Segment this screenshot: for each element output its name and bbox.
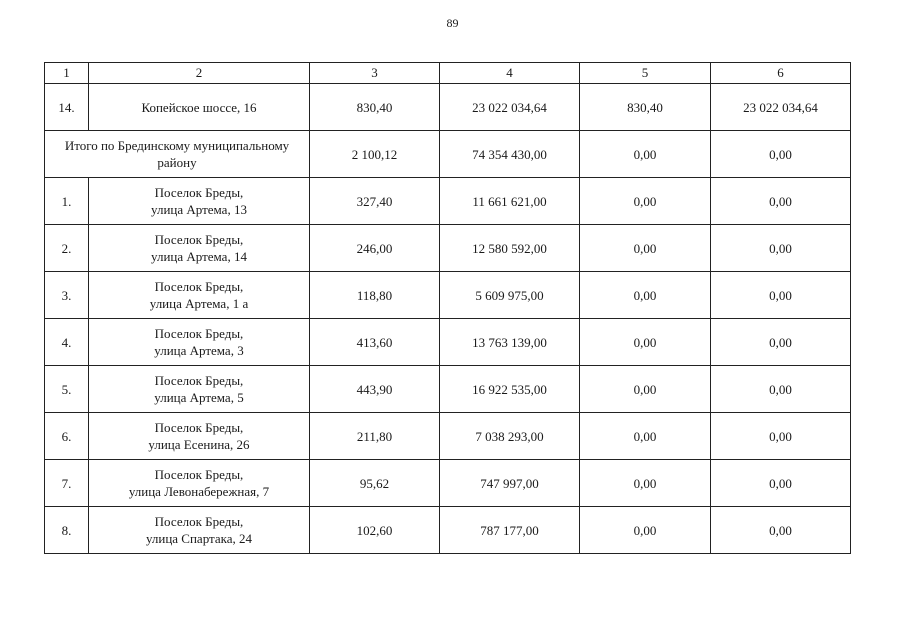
address-line: улица Есенина, 26 xyxy=(148,437,250,452)
address-line: улица Артема, 14 xyxy=(151,249,247,264)
address-line: улица Спартака, 24 xyxy=(145,531,253,546)
table-row xyxy=(45,413,851,460)
address-line: улица Артема, 3 xyxy=(154,343,244,358)
cost-cell: 11 661 621,00 xyxy=(440,178,580,225)
table-row xyxy=(45,225,851,272)
column-number-row xyxy=(45,63,851,84)
column-number-1: 1 xyxy=(45,63,89,84)
area-cell: 443,90 xyxy=(310,366,440,413)
column-number-6: 6 xyxy=(711,63,851,84)
address-cell xyxy=(89,366,310,413)
row-number-cell: 6. xyxy=(45,413,89,460)
row-number-cell: 1. xyxy=(45,178,89,225)
row-number-cell: 8. xyxy=(45,507,89,554)
area-cell: 2 100,12 xyxy=(310,131,440,178)
area-cell: 118,80 xyxy=(310,272,440,319)
address-line: улица Артема, 13 xyxy=(151,202,247,217)
table-row xyxy=(45,460,851,507)
page-number: 89 xyxy=(446,16,459,30)
column-number-4: 4 xyxy=(440,63,580,84)
address-line: улица Артема, 5 xyxy=(154,390,244,405)
address-cell xyxy=(89,178,310,225)
address-line: Поселок Бреды, xyxy=(154,185,244,200)
cost-cell: 787 177,00 xyxy=(440,507,580,554)
table-row xyxy=(45,507,851,554)
address-line: Поселок Бреды, xyxy=(154,373,244,388)
area-col5-cell: 0,00 xyxy=(580,507,711,554)
row-number-cell: 3. xyxy=(45,272,89,319)
cost-cell: 23 022 034,64 xyxy=(440,84,580,131)
address-cell xyxy=(89,225,310,272)
area-cell: 327,40 xyxy=(310,178,440,225)
area-cell: 246,00 xyxy=(310,225,440,272)
table-row xyxy=(45,319,851,366)
address-line: Поселок Бреды, xyxy=(154,467,244,482)
address-line: Поселок Бреды, xyxy=(154,420,244,435)
row-number-cell: 14. xyxy=(45,84,89,131)
area-col5-cell: 0,00 xyxy=(580,366,711,413)
cost-cell: 5 609 975,00 xyxy=(440,272,580,319)
area-cell: 211,80 xyxy=(310,413,440,460)
area-col5-cell: 0,00 xyxy=(580,460,711,507)
address-line: улица Артема, 1 а xyxy=(149,296,249,311)
area-col5-cell: 0,00 xyxy=(580,225,711,272)
cost-col6-cell: 0,00 xyxy=(711,319,851,366)
area-cell: 830,40 xyxy=(310,84,440,131)
subtotal-label-line: Итого по Брединскому муниципальному xyxy=(64,138,290,153)
area-col5-cell: 0,00 xyxy=(580,178,711,225)
cost-cell: 7 038 293,00 xyxy=(440,413,580,460)
table-row-subtotal xyxy=(45,131,851,178)
table-row xyxy=(45,84,851,131)
address-line: улица Левонабережная, 7 xyxy=(128,484,270,499)
cost-cell: 16 922 535,00 xyxy=(440,366,580,413)
row-number-cell: 4. xyxy=(45,319,89,366)
column-number-3: 3 xyxy=(310,63,440,84)
table-body xyxy=(45,63,851,554)
address-cell xyxy=(89,84,310,131)
housing-table xyxy=(44,62,851,554)
area-cell: 413,60 xyxy=(310,319,440,366)
table-row xyxy=(45,366,851,413)
address-cell xyxy=(89,460,310,507)
address-line: Копейское шоссе, 16 xyxy=(141,99,257,115)
row-number-cell: 2. xyxy=(45,225,89,272)
table-row xyxy=(45,272,851,319)
address-cell xyxy=(89,272,310,319)
cost-cell: 74 354 430,00 xyxy=(440,131,580,178)
subtotal-label-cell xyxy=(45,131,310,178)
area-col5-cell: 0,00 xyxy=(580,272,711,319)
cost-col6-cell: 0,00 xyxy=(711,366,851,413)
area-col5-cell: 830,40 xyxy=(580,84,711,131)
address-line: Поселок Бреды, xyxy=(154,232,244,247)
cost-col6-cell: 23 022 034,64 xyxy=(711,84,851,131)
cost-col6-cell: 0,00 xyxy=(711,413,851,460)
address-cell xyxy=(89,507,310,554)
column-number-2: 2 xyxy=(89,63,310,84)
area-col5-cell: 0,00 xyxy=(580,319,711,366)
row-number-cell: 5. xyxy=(45,366,89,413)
address-line: Поселок Бреды, xyxy=(154,326,244,341)
address-cell xyxy=(89,413,310,460)
table-row xyxy=(45,178,851,225)
address-line: Поселок Бреды, xyxy=(154,514,244,529)
cost-cell: 13 763 139,00 xyxy=(440,319,580,366)
cost-col6-cell: 0,00 xyxy=(711,131,851,178)
cost-col6-cell: 0,00 xyxy=(711,507,851,554)
cost-col6-cell: 0,00 xyxy=(711,460,851,507)
area-cell: 102,60 xyxy=(310,507,440,554)
cost-col6-cell: 0,00 xyxy=(711,225,851,272)
cost-cell: 12 580 592,00 xyxy=(440,225,580,272)
area-cell: 95,62 xyxy=(310,460,440,507)
cost-col6-cell: 0,00 xyxy=(711,272,851,319)
address-cell xyxy=(89,319,310,366)
area-col5-cell: 0,00 xyxy=(580,131,711,178)
area-col5-cell: 0,00 xyxy=(580,413,711,460)
column-number-5: 5 xyxy=(580,63,711,84)
subtotal-label-line: району xyxy=(157,155,197,170)
cost-col6-cell: 0,00 xyxy=(711,178,851,225)
address-line: Поселок Бреды, xyxy=(154,279,244,294)
cost-cell: 747 997,00 xyxy=(440,460,580,507)
row-number-cell: 7. xyxy=(45,460,89,507)
